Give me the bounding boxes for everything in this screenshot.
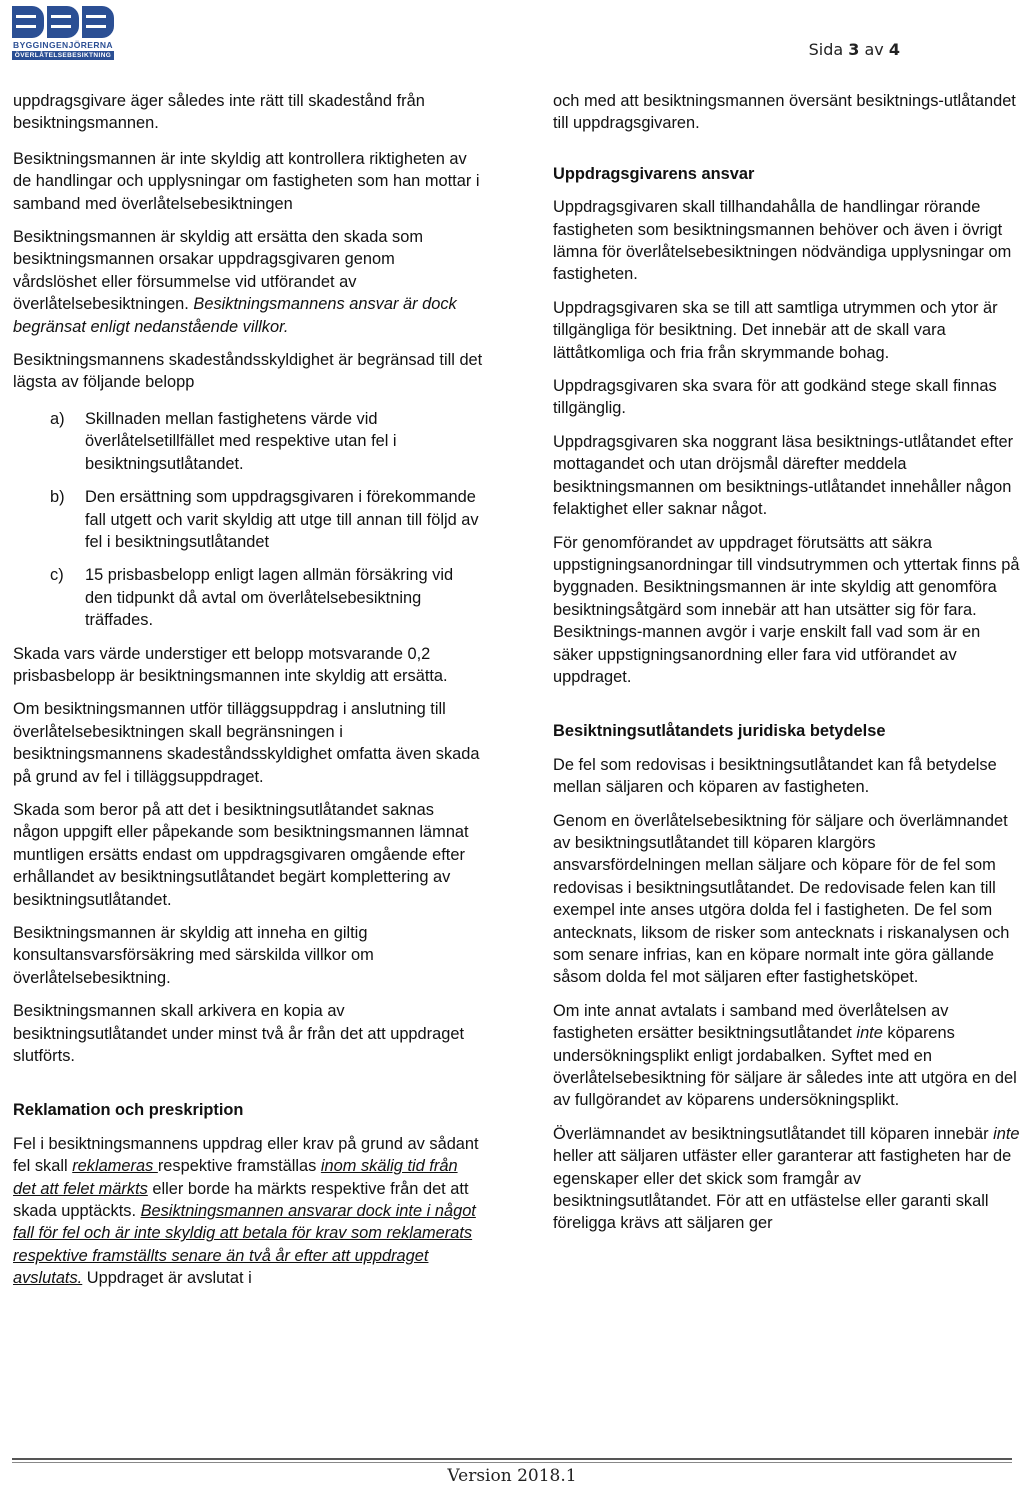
footer-divider (12, 1458, 1012, 1460)
right-column (553, 90, 1023, 1246)
list-item: a) Skillnaden mellan fastighetens värde vid överlåtelsetillfället med respektive utan fel i besiktningsutlåtandet. (50, 409, 397, 473)
version-label: Version 2018.1 (447, 1466, 577, 1486)
paragraph: Besiktningsmannen är skyldig att inneha en giltig konsultansvarsförsäkring med särskilda villkor om överlåtelsebesiktning. (13, 924, 374, 987)
footer-divider (12, 1462, 1012, 1463)
paragraph: Uppdragsgivaren skall tillhandahålla de handlingar rörande fastigheten som besiktningsmannen behöver och även i övrigt lämna för överlåtelsebesiktningen nödvändiga upplysningar om fastigheten. (553, 198, 1012, 284)
paragraph: uppdragsgivare äger således inte rätt till skadestånd från besiktningsmannen. (13, 92, 425, 133)
heading-juridiska-betydelse: Besiktningsutlåtandets juridiska betydelse (553, 722, 886, 741)
paragraph: Besiktningsmannens skadeståndsskyldighet är begränsad till det lägsta av följande belopp (13, 351, 483, 392)
sbr-logo (12, 6, 114, 58)
paragraph: Genom en överlåtelsebesiktning för säljare och överlämnandet av besiktningsutlåtandet till köparen klargörs ansvarsfördelningen mellan säljare och köpare för de fel som redovisas i besiktningsutlåtandet. De redovisade felen kan till exempel inte anses utgöra dolda fel i fastigheten. De fel som antecknats, liksom de risker som antecknats i riskanalysen och som senare infrias, kan en köpare normalt inte göra gällande såsom dolda fel mot säljaren efter fastighetsköpet. (553, 811, 1010, 987)
list-item: c) 15 prisbasbelopp enligt lagen allmän försäkring vid den tidpunkt då avtal om överlåtelsebesiktning träffades. (50, 566, 454, 630)
paragraph: Uppdragsgivaren ska noggrant läsa besiktnings-utlåtandet efter mottagandet och utan dröjsmål därefter meddela besiktningsmannen om besiktnings-utlåtandet innehåller någon felaktighet eller saknar något. (553, 432, 1014, 519)
heading-uppdragsgivarens-ansvar: Uppdragsgivarens ansvar (553, 164, 755, 183)
logo-text-line2: ÖVERLÅTELSEBESIKTNING (12, 51, 114, 60)
paragraph: Skada vars värde understiger ett belopp motsvarande 0,2 prisbasbelopp är besiktningsmannen inte skyldig att ersätta. (13, 644, 448, 685)
page-number (809, 40, 900, 59)
page-label: Sida (808, 40, 844, 59)
page-sep: av (864, 40, 884, 59)
paragraph: Besiktningsmannen skall arkivera en kopia av besiktningsutlåtandet under minst två år från det att uppdraget slutförts. (13, 1002, 465, 1066)
paragraph: Uppdragsgivaren ska se till att samtliga utrymmen och ytor är tillgängliga för besiktning. Det innebär att de skall vara lättåtkomliga och fria från skrymmande bohag. (553, 298, 998, 362)
page-total: 4 (888, 40, 900, 59)
paragraph: Besiktningsmannen är inte skyldig att kontrollera riktigheten av de handlingar och upplysningar om fastigheten som han mottar i samband med överlåtelsebesiktningen (13, 149, 480, 213)
page-current: 3 (848, 40, 860, 59)
heading-reklamation: Reklamation och preskription (13, 1101, 244, 1120)
list-item: b) Den ersättning som uppdragsgivaren i förekommande fall utgett och varit skyldig att utge till annan till följd av fel i besiktningsutlåtandet (50, 488, 479, 551)
paragraph: och med att besiktningsmannen översänt besiktnings-utlåtandet till uppdragsgivaren. (553, 92, 1016, 133)
paragraph: För genomförandet av uppdraget förutsätts att säkra uppstigningsanordningar till vindsutrymmen och yttertak finns på byggnaden. Besiktningsmannen är inte skyldig att genomföra besiktningsåtgärd som innebär att han utsätter sig för fara. Besiktnings-mannen avgör i varje enskilt fall vad som är en säker uppstigningsanordning eller fara vid utförandet av uppdraget. (553, 533, 1020, 686)
logo-mark (12, 6, 114, 38)
paragraph: De fel som redovisas i besiktningsutlåtandet kan få betydelse mellan säljaren och köparen av fastigheten. (553, 755, 997, 797)
logo-text-line1: BYGGINGENJÖRERNA (13, 40, 113, 50)
paragraph: Överlämnandet av besiktningsutlåtandet till köparen innebär inte heller att säljaren utfäster eller garanterar att fastigheten har de egenskaper eller det skick som framgår av besiktningsutlåtandet. För att en utfästelse eller garanti skall föreligga krävs att säljaren ger (553, 1124, 1020, 1233)
paragraph: Uppdragsgivaren ska svara för att godkänd stege skall finnas tillgänglig. (553, 377, 997, 418)
paragraph: Fel i besiktningsmannens uppdrag eller krav på grund av sådant fel skall reklameras respektive framställas inom skälig tid från det att felet märkts eller borde ha märkts respektive från det att skada upptäckts. Besiktningsmannen ansvarar dock inte i något fall för fel och är inte skyldig att betala för krav som reklamerats respektive framställts senare än två år efter att uppdraget avslutats. Uppdraget är avslutat i (13, 1134, 479, 1288)
paragraph: Om inte annat avtalats i samband med överlåtelsen av fastigheten ersätter besiktningsutlåtandet inte köparens undersökningsplikt enligt jordabalken. Syftet med en överlåtelsebesiktning för säljare är således inte att utgöra en del av fullgörandet av köparens undersökningsplikt. (553, 1001, 1017, 1110)
paragraph: Om besiktningsmannen utför tilläggsuppdrag i anslutning till överlåtelsebesiktningen skall begränsningen i besiktningsmannens skadeståndsskyldighet omfatta även skada på grund av fel i tilläggsuppdraget. (13, 700, 480, 786)
left-column (13, 90, 483, 1301)
paragraph: Skada som beror på att det i besiktningsutlåtandet saknas någon uppgift eller påpekande som besiktningsmannen lämnat muntligen ersätts endast om uppdragsgivaren omgående efter erhållandet av besiktningsutlåtandet begärt komplettering av besiktningsutlåtandet. (13, 800, 469, 909)
paragraph: Besiktningsmannen är skyldig att ersätta den skada som besiktningsmannen orsakar uppdragsgivaren genom vårdslöshet eller försummelse vid utförandet av överlåtelsebesiktningen. Besiktningsmannens ansvar är dock begränsat enligt nedanstående villkor. (13, 228, 457, 336)
